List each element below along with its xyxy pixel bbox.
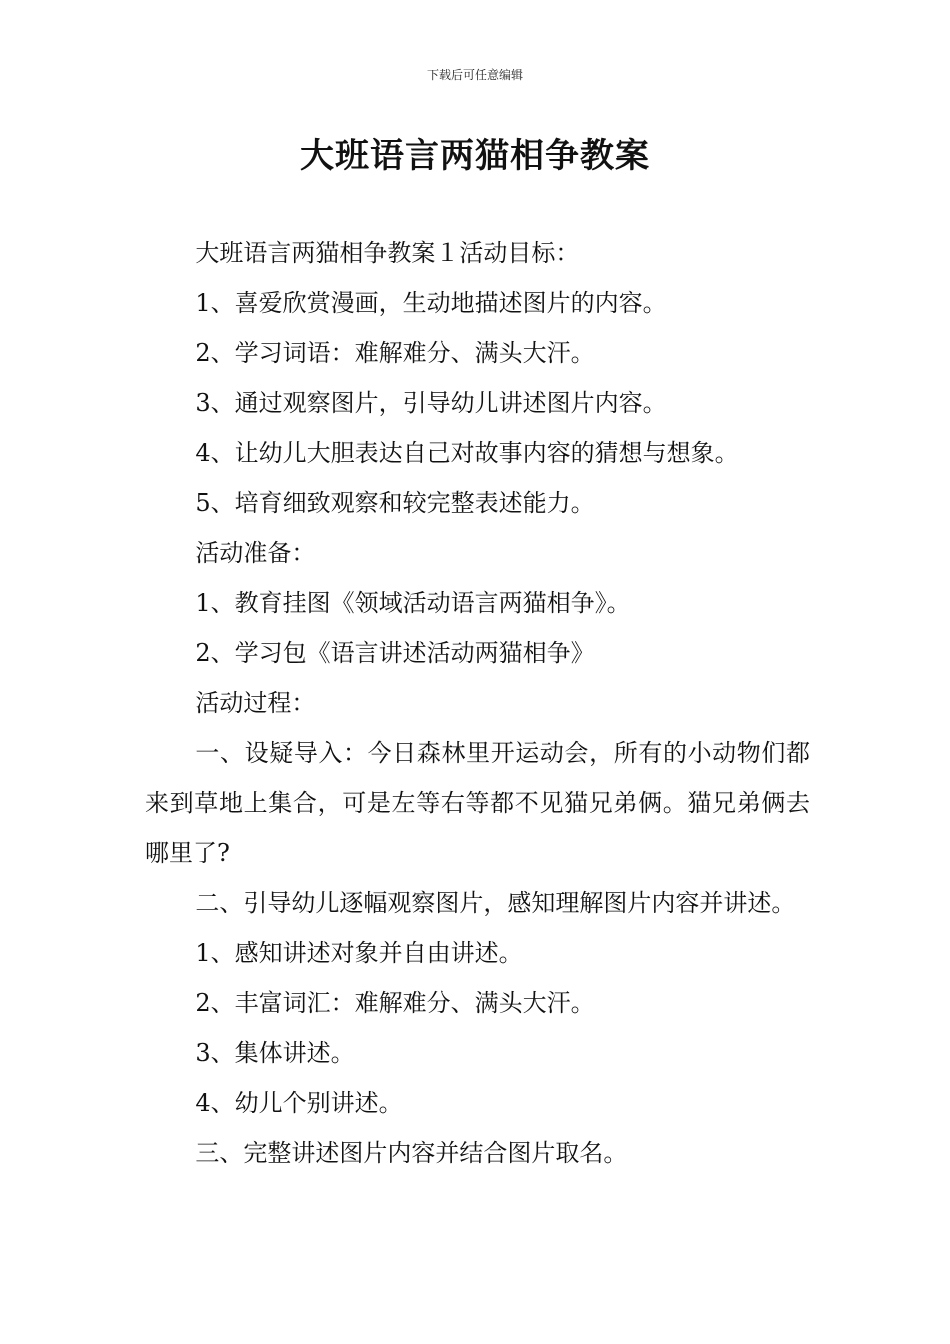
paragraph-substep-4: 4、幼儿个别讲述。 [195,1089,403,1117]
paragraph-step-2: 二、引导幼儿逐幅观察图片，感知理解图片内容并讲述。 [195,889,796,917]
paragraph-prep-2: 2、学习包《语言讲述活动两猫相争》 [195,639,595,667]
paragraph-goal-3: 3、通过观察图片，引导幼儿讲述图片内容。 [195,389,667,417]
section-heading-process: 活动过程： [195,689,316,717]
paragraph-intro: 大班语言两猫相争教案１活动目标： [195,239,580,267]
document-title: 大班语言两猫相争教案 [300,136,650,176]
section-heading-preparation: 活动准备： [195,539,316,567]
paragraph-goal-4: 4、让幼儿大胆表达自己对故事内容的猜想与想象。 [195,439,739,467]
paragraph-step-3: 三、完整讲述图片内容并结合图片取名。 [195,1139,628,1167]
paragraph-goal-5: 5、培育细致观察和较完整表述能力。 [195,489,595,517]
paragraph-goal-2: 2、学习词语：难解难分、满头大汗。 [195,339,595,367]
paragraph-substep-1: 1、感知讲述对象并自由讲述。 [195,939,523,967]
paragraph-substep-3: 3、集体讲述。 [195,1039,355,1067]
document-body [145,228,810,1178]
paragraph-prep-1: 1、教育挂图《领域活动语言两猫相争》。 [195,589,631,617]
paragraph-goal-1: 1、喜爱欣赏漫画，生动地描述图片的内容。 [195,289,667,317]
paragraph-step-1: 一、设疑导入：今日森林里开运动会，所有的小动物们都来到草地上集合，可是左等右等都不见猫兄弟俩。猫兄弟俩去哪里了? [145,739,810,867]
paragraph-substep-2: 2、丰富词汇：难解难分、满头大汗。 [195,989,595,1017]
header-note: 下载后可任意编辑 [426,68,523,82]
